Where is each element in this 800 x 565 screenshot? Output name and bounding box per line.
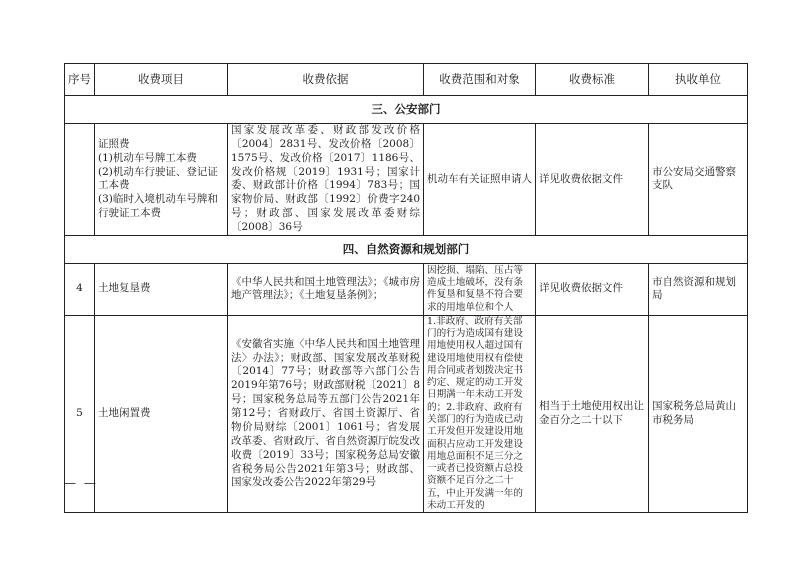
table-row [65,263,748,315]
cell-basis: 《中华人民共和国土地管理法》；《城市房地产管理法》；《土地复垦条例》； [228,263,424,315]
cell-scope: 机动车有关证照申请人 [424,124,536,236]
header-item: 收费项目 [95,64,228,96]
cell-item: 土地复垦费 [95,263,228,315]
cell-basis: 《安徽省实施〈中华人民共和国土地管理法〉办法》；财政部、国家发展改革财税〔2014〕77号；财政部等六部门公告2019年第76号；财政部财税〔2021〕8号；国家税务总局等五部门公告2021年第12号；省财政厅、省国土资源厅、省物价局财综〔2001〕1061号；省发展改革委、省财政厅、省自然资源厅皖发改收费〔2019〕33号；国家税务总局安徽省税务局公告2021年第3号；财政部、国家发改委公告2022年第29号 [228,315,424,512]
cell-standard: 相当于土地使用权出让金百分之二十以下 [536,315,649,512]
header-scope: 收费范围和对象 [424,64,536,96]
item-line: (2)机动车行驶证、登记证工本费 [98,165,218,192]
cell-standard: 详见收费依据文件 [536,263,649,315]
item-line: (3)临时入境机动车号牌和行驶证工本费 [98,193,218,220]
cell-scope: 因挖损、塌陷、压占等造成土地破坏，没有条件复垦和复垦不符合要求的用地单位和个人 [424,263,536,315]
cell-item [95,124,228,236]
item-line: (1)机动车号牌工本费 [98,151,197,164]
header-basis: 收费依据 [228,64,424,96]
cell-unit: 市自然资源和规划局 [649,263,748,315]
cell-serial: 4 [65,263,95,315]
header-standard: 收费标准 [536,64,649,96]
section-title: 三、公安部门 [65,96,748,124]
section-row [65,96,748,124]
page-number-mark: — — [64,476,98,490]
table-row [65,124,748,236]
cell-item: 土地闲置费 [95,315,228,512]
table-header-row [65,64,748,96]
cell-scope: 1.非政府、政府有关部门的行为造成国有建设用地使用权人超过国有建设用地使用权有偿使用合同或者划拨决定书约定、规定的动工开发日期满一年未动工开发的；2.非政府、政府有关部门的行为造成已动工开发但开发建设用地面积占应动工开发建设用地总面积不足三分之一或者已投资额占总投资额不足百分之二十五，中止开发满一年的未动工开发的 [424,315,536,512]
item-line: 证照费 [98,137,130,150]
header-serial: 序号 [65,64,95,96]
cell-basis: 国家发展改革委、财政部发改价格〔2004〕2831号、发改价格〔2008〕1575号、发改价格〔2017〕1186号、发改价格规〔2019〕1931号；国家计委、财政部计价格〔1994〕783号；国家物价局、财政部〔1992〕价费字240号；财政部、国家发展改革委财综〔2008〕36号 [228,124,424,236]
section-row [65,235,748,263]
header-unit: 执收单位 [649,64,748,96]
cell-serial: 5 [65,315,95,512]
cell-serial [65,124,95,236]
fee-table [64,63,748,513]
cell-unit: 市公安局交通警察支队 [649,124,748,236]
cell-standard: 详见收费依据文件 [536,124,649,236]
section-title: 四、自然资源和规划部门 [65,235,748,263]
table-row [65,315,748,512]
cell-unit: 国家税务总局黄山市税务局 [649,315,748,512]
